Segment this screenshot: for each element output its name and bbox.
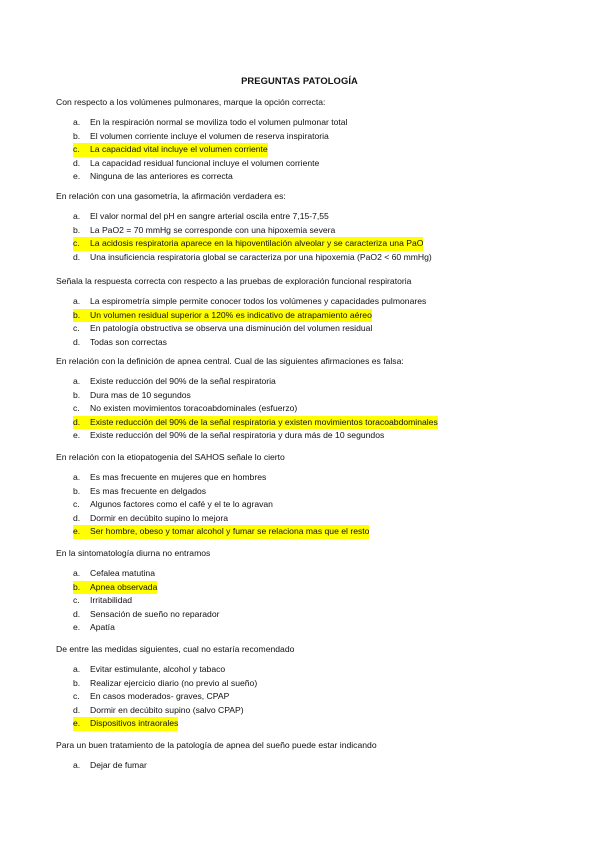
option-text: Existe reducción del 90% de la señal respiratoria xyxy=(90,376,276,386)
options-list xyxy=(56,567,576,635)
option-item xyxy=(56,224,576,238)
option-text: Realizar ejercicio diario (no previo al sueño) xyxy=(90,677,258,688)
option-letter: b. xyxy=(73,130,81,141)
question-text: Con respecto a los volúmenes pulmonares, marque la opción correcta: xyxy=(56,97,326,107)
question-block xyxy=(56,191,576,264)
option-text: No existen movimientos toracoabdominales (esfuerzo) xyxy=(90,403,298,414)
option-item xyxy=(56,402,576,416)
options-list xyxy=(56,295,576,349)
option-item xyxy=(56,251,576,265)
option-letter: c. xyxy=(73,143,93,157)
option-item xyxy=(56,375,576,389)
option-letter: d. xyxy=(73,416,93,430)
question-text: En relación con la etiopatogenia del SAHOS señale lo cierto xyxy=(56,452,285,462)
option-text: La acidosis respiratoria aparece en la hipoventilación alveolar y se caracteriza una PaO xyxy=(90,237,423,251)
option-text: Dura mas de 10 segundos xyxy=(90,389,191,400)
question-block xyxy=(56,548,576,635)
option-letter: c. xyxy=(73,403,80,414)
option-letter: a. xyxy=(73,472,81,482)
option-item xyxy=(56,512,576,526)
option-text: Ser hombre, obeso y tomar alcohol y fumar se relaciona mas que el resto xyxy=(90,525,369,539)
option-text: La capacidad vital incluye el volumen corriente xyxy=(90,143,268,157)
option-text: Existe reducción del 90% de la señal respiratoria y dura más de 10 segundos xyxy=(90,430,385,441)
option-letter: d. xyxy=(73,608,81,619)
option-letter: a. xyxy=(73,568,81,578)
option-item xyxy=(56,621,576,635)
option-letter: e. xyxy=(73,622,81,633)
option-text: Dormir en decúbito supino lo mejora xyxy=(90,512,229,523)
option-item xyxy=(56,663,576,677)
option-text: La PaO2 = 70 mmHg se corresponde con una hipoxemia severa xyxy=(90,224,336,235)
option-text: En patología obstructiva se observa una disminución del volumen residual xyxy=(90,323,373,334)
option-text: Cefalea matutina xyxy=(90,568,155,578)
option-letter: b. xyxy=(73,485,81,496)
option-item xyxy=(56,336,576,350)
option-text: Evitar estimulante, alcohol y tabaco xyxy=(90,664,226,674)
option-item xyxy=(56,210,576,224)
question-text: En relación con la definición de apnea central. Cual de las siguientes afirmaciones es falsa: xyxy=(56,356,404,366)
option-item-highlighted xyxy=(56,717,576,731)
question-text: En relación con una gasometría, la afirmación verdadera es: xyxy=(56,191,286,201)
option-item xyxy=(56,429,576,443)
question-block xyxy=(56,452,576,539)
option-text: Apnea observada xyxy=(90,581,157,595)
option-text: En casos moderados- graves, CPAP xyxy=(90,691,230,702)
options-list xyxy=(56,375,576,443)
options-list xyxy=(56,116,576,184)
option-text: Un volumen residual superior a 120% es indicativo de atrapamiento aéreo xyxy=(90,309,372,323)
option-item xyxy=(56,704,576,718)
option-letter: a. xyxy=(73,211,81,221)
question-block xyxy=(56,97,576,184)
option-item-highlighted xyxy=(56,237,576,251)
option-item-highlighted xyxy=(56,309,576,323)
option-text: Existe reducción del 90% de la señal respiratoria y existen movimientos toracoabdominales xyxy=(90,416,438,430)
options-list xyxy=(56,663,576,731)
option-item xyxy=(56,567,576,581)
option-text: Dormir en decúbito supino (salvo CPAP) xyxy=(90,704,244,715)
option-letter: d. xyxy=(73,336,81,347)
option-item-highlighted xyxy=(56,416,576,430)
option-text: Es mas frecuente en mujeres que en hombres xyxy=(90,472,267,482)
option-text: Una insuficiencia respiratoria global se caracteriza por una hipoxemia (PaO2 < 60 mmHg) xyxy=(90,251,432,262)
option-text: Dejar de fumar xyxy=(90,760,147,770)
option-item xyxy=(56,498,576,512)
option-letter: a. xyxy=(73,117,81,127)
option-item xyxy=(56,322,576,336)
question-block xyxy=(56,740,576,773)
option-text: Irritabilidad xyxy=(90,595,133,606)
option-letter: c. xyxy=(73,595,80,606)
question-block xyxy=(56,276,576,349)
options-list xyxy=(56,759,576,773)
option-letter: e. xyxy=(73,430,81,441)
option-text: La capacidad residual funcional incluye el volumen corriente xyxy=(90,157,320,168)
option-item xyxy=(56,295,576,309)
option-item xyxy=(56,485,576,499)
option-text: Sensación de sueño no reparador xyxy=(90,608,220,619)
option-text: Apatía xyxy=(90,622,115,633)
option-letter: a. xyxy=(73,376,81,386)
option-text: Todas son correctas xyxy=(90,336,167,347)
question-block xyxy=(56,644,576,731)
option-item xyxy=(56,690,576,704)
option-item xyxy=(56,389,576,403)
option-item xyxy=(56,594,576,608)
option-letter: b. xyxy=(73,309,93,323)
option-text: El valor normal del pH en sangre arterial oscila entre 7,15-7,55 xyxy=(90,211,329,221)
option-letter: c. xyxy=(73,691,80,702)
question-text: En la sintomatología diurna no entramos xyxy=(56,548,211,558)
options-list xyxy=(56,471,576,539)
option-letter: c. xyxy=(73,499,80,510)
option-text: Es mas frecuente en delgados xyxy=(90,485,207,496)
option-item xyxy=(56,157,576,171)
option-letter: c. xyxy=(73,323,80,334)
option-letter: c. xyxy=(73,237,93,251)
option-letter: a. xyxy=(73,760,81,770)
option-item xyxy=(56,608,576,622)
question-text: Señala la respuesta correcta con respecto a las pruebas de exploración funcional respiratoria xyxy=(56,276,412,286)
option-letter: b. xyxy=(73,224,81,235)
option-letter: b. xyxy=(73,389,81,400)
question-text: De entre las medidas siguientes, cual no estaría recomendado xyxy=(56,644,295,654)
option-text: El volumen corriente incluye el volumen de reserva inspiratoria xyxy=(90,130,329,141)
option-item-highlighted xyxy=(56,581,576,595)
option-item xyxy=(56,471,576,485)
option-letter: d. xyxy=(73,512,81,523)
option-item xyxy=(56,170,576,184)
option-text: La espirometría simple permite conocer todos los volúmenes y capacidades pulmonares xyxy=(90,296,427,306)
option-item xyxy=(56,677,576,691)
option-text: Ninguna de las anteriores es correcta xyxy=(90,171,233,182)
option-item xyxy=(56,130,576,144)
option-letter: d. xyxy=(73,704,81,715)
option-text: Algunos factores como el café y el te lo agravan xyxy=(90,499,273,510)
option-letter: a. xyxy=(73,664,81,674)
option-item-highlighted xyxy=(56,143,576,157)
options-list xyxy=(56,210,576,264)
option-letter: e. xyxy=(73,171,81,182)
option-text: En la respiración normal se moviliza todo el volumen pulmonar total xyxy=(90,117,348,127)
option-letter: b. xyxy=(73,677,81,688)
option-text: Dispositivos intraorales xyxy=(90,717,178,731)
page-title: PREGUNTAS PATOLOGÍA xyxy=(241,75,358,86)
question-block xyxy=(56,356,576,443)
option-item xyxy=(56,759,576,773)
option-item-highlighted xyxy=(56,525,576,539)
option-letter: d. xyxy=(73,157,81,168)
question-text: Para un buen tratamiento de la patología de apnea del sueño puede estar indicando xyxy=(56,740,377,750)
option-letter: d. xyxy=(73,251,81,262)
option-letter: a. xyxy=(73,296,81,306)
option-letter: e. xyxy=(73,525,93,539)
option-letter: e. xyxy=(73,717,93,731)
option-item xyxy=(56,116,576,130)
option-letter: b. xyxy=(73,581,93,595)
